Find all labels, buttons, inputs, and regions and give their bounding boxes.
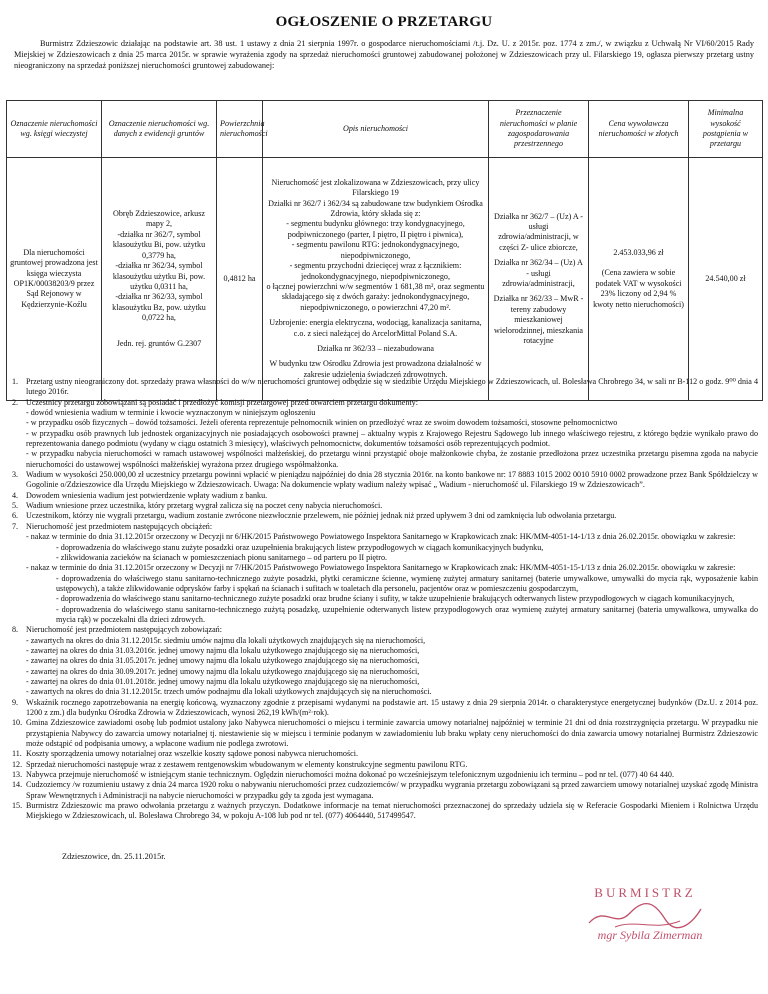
term-subitem: - doprowadzenia do właściwego stanu zużyte posadzki oraz uzupełnienia brakujących listew przypodłogowych w ciągach komunikacyjnych budynku,	[56, 542, 544, 552]
term-subitem: - zawartej na okres do dnia 30.09.2017r. jednej umowy najmu dla lokalu użytkowego znajdującego się na nieruchomości,	[26, 666, 420, 676]
term-subitem: - w przypadku nabycia nieruchomości w ramach ustawowej wspólności małżeńskiej, do przetargu winni przystąpić oboje małżonkowie chyba, że zostanie przedłożona przez uczestnika przetargu pisemna zgoda na nabycie nieruchomości do ustawowej wspólności małżeńskiej wyrażona przez drugiego współmałżonka.	[26, 449, 758, 469]
term-item	[12, 398, 758, 470]
term-subitem: - w przypadku osób prawnych lub jednostek organizacyjnych nie posiadających osobowości prawnej – aktualny wypis z Krajowego Rejestru Sądowego lub innego właściwego rejestru, z którego będzie wynikało prawo do reprezentowania danego podmiotu (wydany w ciągu ostatnich 3 miesięcy), właściwych pełnomocnictw, dokumentów tożsamości osób reprezentujących podmiot.	[26, 428, 758, 449]
term-number: 11.	[12, 749, 22, 759]
term-text: Dowodem wniesienia wadium jest potwierdzenie wpłaty wadium z banku.	[26, 490, 268, 500]
term-number: 1.	[12, 377, 19, 386]
term-number: 2.	[12, 397, 19, 407]
term-number: 7.	[12, 521, 19, 531]
cell-cena	[589, 158, 689, 401]
cell-opis	[263, 158, 489, 401]
term-item	[12, 760, 758, 770]
term-subitem: - zawartej na okres do dnia 31.03.2016r. jednej umowy najmu dla lokalu użytkowego znajdującego się na nieruchomości,	[26, 645, 420, 655]
header-ewidencja: Oznaczenie nieruchomości wg. danych z ewidencji gruntów	[102, 101, 217, 158]
term-text: Wadium wniesione przez uczestnika, który przetarg wygrał zalicza się na poczet ceny nabycia nieruchomości.	[26, 501, 383, 511]
cell-ewidencja	[102, 158, 217, 401]
term-text: Cudzoziemcy /w rozumieniu ustawy z dnia 24 marca 1920 roku o nabywaniu nieruchomości przez cudzoziemców/ w przypadku wygrania przetargu zobowiązani są przed zawarciem umowy notarialnej uzyskać zgodę Ministra Spraw Wewnętrznych i Administracji na nabycie nieruchomości w przypadku gdy ta zgoda jest wymagana.	[26, 780, 758, 800]
term-text: Sprzedaż nieruchomości następuje wraz z zestawem rentgenowskim wbudowanym w elementy konstrukcyjne segmentu pawilonu RTG.	[26, 759, 468, 769]
term-text: Gmina Zdzieszowice zawiadomi osobę lub podmiot ustalony jako Nabywca nieruchomości o miejscu i terminie zawarcia umowy notarialnej najpóźniej w terminie 21 dni od dnia rozstrzygnięcia przetargu. W przypadku nie przystąpienia Nabywcy do zawarcia umowy notarialnej tj. niestawienie się w miejscu i terminie podanym w zawiadomieniu lub braku wpłaty ceny nieruchomości do dnia zawarcia umowy notarialnej Burmistrz Zdzieszowic może odstąpić od podpisania umowy, a wpłacone wadium nie podlega zwrotowi.	[26, 718, 758, 749]
term-text: Przetarg ustny nieograniczony dot. sprzedaży prawa własności do w/w nieruchomości gruntowej odbędzie się w siedzibie Urzędu Miejskiego w Zdzieszowicach, ul. Bolesława Chrobrego 34, w sali nr B-112 o godz. 9⁰⁰ dnia 4 lutego 2016r.	[26, 377, 758, 397]
term-item	[12, 491, 758, 501]
term-text: Nabywca przejmuje nieruchomość w istniejącym stanie technicznym. Oględzin nieruchomości można dokonać po wcześniejszym telefonicznym uzgodnieniu ich terminu – pod nr tel. (077) 40 64 440.	[26, 770, 674, 780]
table-header-row	[7, 101, 763, 158]
term-subitem: - zawartej na okres do dnia 01.01.2018r. jednej umowy najmu dla lokalu użytkowego znajdującego się na nieruchomości,	[26, 676, 420, 686]
term-item	[12, 718, 758, 749]
stamp-signature: mgr Sybila Zimerman	[597, 928, 703, 942]
opis-line: Działka nr 362/33 – niezabudowana	[317, 343, 434, 353]
term-text: Uczestnicy przetargu zobowiązani są posiadać i przedłożyć komisji przetargowej przed otwarciem przetargu dokumenty:	[26, 397, 418, 407]
term-subitem: - doprowadzenia do właściwego stanu sanitarno-technicznego zużyte posadzki oraz brudne ściany i sufity, w także uzupełnienie brakujących odterwanych listew przypodłogowych w ciągach komunikacyjnych,	[56, 594, 735, 604]
term-number: 6.	[12, 511, 19, 521]
term-number: 4.	[12, 490, 19, 500]
date-line: Zdzieszowice, dn. 25.11.2015r.	[62, 852, 166, 861]
document-title: OGŁOSZENIE O PRZETARGU	[275, 14, 493, 30]
term-number: 3.	[12, 470, 19, 480]
term-subitem: - w przypadku osób fizycznych – dowód tożsamości. Jeżeli oferenta reprezentuje pełnomocnik winien on przedłożyć wraz ze swoim dowodem tożsamości, stosowne pełnomocnictwo	[26, 418, 618, 428]
term-number: 8.	[12, 625, 19, 635]
property-table	[6, 100, 763, 401]
cell-powierzchnia: 0,4812 ha	[217, 158, 263, 401]
opis-line: - segmentu budynku głównego: trzy kondygnacyjnego, podpiwniczonego (parter, I piętro, II piętro i piwnica),	[286, 219, 465, 239]
cell-kw: Dla nieruchomości gruntowej prowadzona jest księga wieczysta OP1K/00038203/9 przez Sąd Rejonowy w Kędzierzynie-Koźlu	[7, 158, 102, 401]
term-subitem: - doprowadzenia do właściwego stanu sanitarno-technicznego zużyte posadzki, płytki ceramiczne ścienne, wymienę zużytej armatury sanitarnej (baterie umywalkowe, umywalki do mycia rąk, wyposażenie kabin ustępowych), a także zlikwidowanie odprysków farby i spękań na ścianach i sufitach w toaletach dla personelu, pacjentów oraz w pomieszczeniu gospodarczym,	[56, 573, 758, 593]
cena-note: (Cena zawiera w sobie podatek VAT w wysokości 23% liczony od 2,94 % kwoty netto nieruchomości)	[593, 268, 684, 309]
term-number: 12.	[12, 759, 23, 769]
opis-line: Nieruchomość jest zlokalizowana w Zdzieszowicach, przy ulicy Filarskiego 19	[271, 177, 480, 198]
header-kw: Oznaczenie nieruchomości wg. księgi wieczystej	[7, 101, 102, 158]
term-text: Wskaźnik rocznego zapotrzebowania na energię końcową, wyznaczony zgodnie z przepisami wydanymi na podstawie art. 15 ustawy z dnia 29 sierpnia 2014r. o charakterystyce energetycznej budynków (Dz.U. z 2014 poz. 1200 z zm.) dla budynku Ośrodka Zdrowia w Zdzieszowicach, wynosi 262,19 kWh/(m²·rok).	[26, 697, 758, 717]
term-item	[12, 749, 758, 759]
term-item	[12, 770, 758, 780]
term-item	[12, 698, 758, 719]
przeznaczenie-line: Działka nr 362/34 – (Uz) A - usługi zdrowia/administracji,	[494, 258, 583, 288]
cena-value: 2.453.033,96 zł	[613, 247, 664, 257]
jednostka-rejestrowa: Jedn. rej. gruntów G.2307	[116, 338, 202, 348]
term-item	[12, 801, 758, 822]
term-item	[12, 780, 758, 801]
term-item	[12, 377, 758, 398]
ewidencja-line: -działka nr 362/34, symbol klasoużytku użytku Bi, pow. użytku 0,0311 ha,	[112, 261, 206, 291]
term-text: Uczestnikom, którzy nie wygrali przetargu, wadium zostanie zwrócone niezwłocznie przelewem, nie później jednak niż przed upływem 3 dni od zamknięcia lub odwołania przetargu.	[26, 511, 617, 521]
opis-line: Uzbrojenie: energia elektryczna, wodociąg, kanalizacja sanitarna, c.o. z sieci należącej do ArcelorMittal Poland S.A.	[269, 318, 482, 338]
header-powierzchnia: Powierzchnia nieruchomości	[217, 101, 263, 158]
term-number: 5.	[12, 501, 19, 511]
term-subitem: - zlikwidowania zacieków na ścianach w pomieszczeniach pionu sanitarnego – od parteru po II piętro.	[56, 552, 388, 562]
cell-postapienie: 24.540,00 zł	[689, 158, 763, 401]
term-text: Nieruchomość jest przedmiotem następujących zobowiązań:	[26, 625, 222, 635]
term-number: 9.	[12, 697, 19, 707]
ewidencja-line: -działka nr 362/7, symbol klasoużytku Bi, pow. użytku 0,3779 ha,	[112, 229, 206, 260]
header-przeznaczenie: Przeznaczenie nieruchomości w planie zagospodarowania przestrzennego	[489, 101, 589, 158]
mayor-stamp	[575, 885, 715, 955]
term-subitem: - dowód wniesienia wadium w terminie i kwocie wyznaczonym w niniejszym ogłoszeniu	[26, 408, 316, 418]
term-text: Wadium w wysokości 250.000,00 zł uczestnicy przetargu powinni wpłacić w pieniądzu najpóźniej do dnia 28 stycznia 2016r. na konto bankowe nr: 17 8883 1015 2002 0010 5910 0002 prowadzone przez Bank Spółdzielczy w Gogolinie o/Zdzieszowice dla Urzędu Miejskiego w Zdzieszowicach. Uwaga: Na dokumencie wpłaty wadium należy wpisać „ Wadium - nieruchomość ul. Filarskiego 19 w Zdzieszowicach”.	[26, 470, 758, 490]
term-subitem: - zawartej na okres do dnia 31.05.2017r. jednej umowy najmu dla lokalu użytkowego znajdującego się na nieruchomości,	[26, 656, 420, 666]
term-item	[12, 625, 758, 697]
term-item	[12, 522, 758, 625]
term-number: 14.	[12, 780, 23, 790]
ewidencja-line: -działka nr 362/33, symbol klasoużytku Bz, pow. użytku 0,0722 ha,	[112, 292, 206, 323]
term-text: Burmistrz Zdzieszowic ma prawo odwołania przetargu z ważnych przyczyn. Dodatkowe informacje na temat nieruchomości przeznaczonej do sprzedaży udziela się w Referacie Gospodarki Mieniem i Rolnictwa Urzędu Miejskiego w Zdzieszowicach, ul. Bolesława Chrobrego 34, w pokoju A-108 lub pod nr tel. (077) 4064440, 517499547.	[26, 801, 758, 821]
term-number: 10.	[12, 718, 23, 728]
term-subitem: - zawartych na okres do dnia 31.12.2015r. siedmiu umów najmu dla lokali użytkowych znajdujących się na nieruchomości,	[26, 635, 426, 645]
stamp-title: BURMISTRZ	[594, 885, 696, 900]
intro-paragraph: Burmistrz Zdzieszowic działając na podstawie art. 38 ust. 1 ustawy z dnia 21 sierpnia 1997r. o gospodarce nieruchomościami /t.j. Dz. U. z 2015r. poz. 1774 z zm./, w związku z Uchwałą Nr VI/60/2015 Rady Miejskiej w Zdzieszowicach z dnia 25 marca 2015r. w sprawie wyrażenia zgody na sprzedaż nieruchomości gruntowej zabudowanej położonej w Zdzieszowicach przy ul. Filarskiego 19, ogłasza pierwszy przetarg ustny nieograniczony na sprzedaż poniższej nieruchomości gruntowej zabudowanej:	[14, 39, 754, 70]
header-opis: Opis nieruchomości	[263, 101, 489, 158]
opis-line: Działki nr 362/7 i 362/34 są zabudowane tzw budynkiem Ośrodka Zdrowia, który składa się z:	[268, 198, 483, 219]
term-number: 15.	[12, 801, 23, 811]
header-cena: Cena wywoławcza nieruchomości w złotych	[589, 101, 689, 158]
opis-line: - segmentu przychodni dziecięcej wraz z łącznikiem: jednokondygnacyjnego, niepodpiwniczonego,	[289, 261, 462, 281]
cell-przeznaczenie	[489, 158, 589, 401]
przeznaczenie-line: Działka nr 362/33 – MwR - tereny zabudowy mieszkaniowej wielorodzinnej, mieszkania rotacyjne	[493, 294, 584, 346]
table-row	[7, 158, 763, 401]
ewidencja-line: Obręb Zdzieszowice, arkusz mapy 2,	[113, 209, 205, 229]
term-item	[12, 511, 758, 521]
term-subitem: - nakaz w terminie do dnia 31.12.2015r orzeczony w Decyzji nr 6/HK/2015 Państwowego Powiatowego Inspektora Sanitarnego w Krapkowicach znak: HK/MM-4051-14-1/13 z dnia 26.02.2015r. obowiązku w zakresie:	[26, 532, 736, 542]
opis-line: - segmentu pawilonu RTG: jednokondygnacyjnego, niepodpiwniczonego,	[291, 240, 460, 260]
opis-line: o łącznej powierzchni w/w segmentów 1 681,38 m², oraz segmentu składającego się z dwóch garaży: jednokondygnacyjnego, niepodpiwniczonego, o powierzchni 47,20 m².	[266, 281, 485, 312]
term-number: 13.	[12, 770, 23, 780]
header-postapienie: Minimalna wysokość postąpienia w przetargu	[689, 101, 763, 158]
przeznaczenie-line: Działka nr 362/7 – (Uz) A - usługi zdrowia/administracji, w części Z- ulice zbiorcze,	[493, 211, 583, 252]
opis-line: W budynku tzw Ośrodku Zdrowia jest prowadzona działalność w zakresie udzielenia świadczeń zdrowotnych.	[269, 359, 482, 379]
term-subitem: - zawartych na okres do dnia 31.12.2015r. trzech umów podnajmu dla lokali użytkowych znajdujących się na nieruchomości.	[26, 687, 432, 697]
term-text: Koszty sporządzenia umowy notarialnej oraz wszelkie koszty sądowe ponosi nabywca nieruchomości.	[26, 749, 358, 759]
term-subitem: - nakaz w terminie do dnia 31.12.2015r orzeczony w Decyzji nr 7/HK/2015 Państwowego Powiatowego Inspektora Sanitarnego w Krapkowicach znak: HK/MM-4051-15-1/13 z dnia 26.02.2015r. obowiązku w zakresie:	[26, 563, 736, 573]
term-text: Nieruchomość jest przedmiotem następujących obciążeń:	[26, 521, 213, 531]
term-item	[12, 470, 758, 491]
term-item	[12, 501, 758, 511]
term-subitem: - doprowadzenia do właściwego stanu sanitarno-technicznego zużytą posadzkę, uzupełnienie odterwanych listew przypodłogowych oraz wymienę zużytej armatury sanitarnej (bateria umywalkowa, umywalka do mycia rąk) w poczekalni dla dzieci zdrowych.	[56, 604, 758, 624]
terms-list	[12, 377, 758, 822]
